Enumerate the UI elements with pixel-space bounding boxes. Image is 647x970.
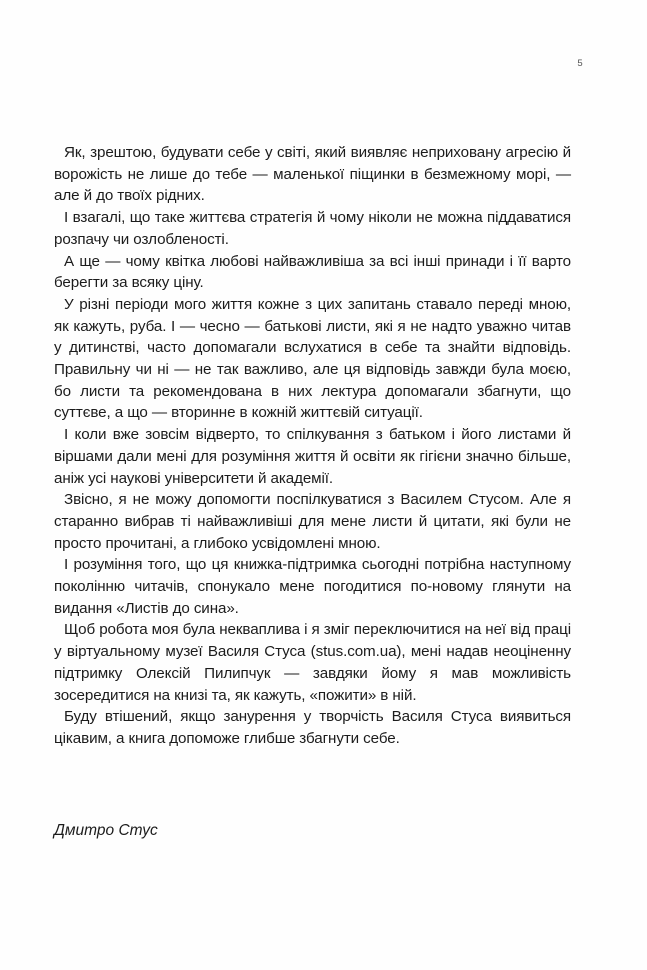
paragraph: У різні періоди мого життя кожне з цих запитань ставало переді мною, як кажуть, руба. І — чесно — батькові листи, які я не надто уважно читав у дитинстві, часто допомагали вслухатися в себе та знайти відповідь. Правильну чи ні — не так важливо, але ця відповідь завжди була моєю, бо листи та рекомендована в них лектура допомагали збагнути, що суттєве, а що — вторинне в кожній життєвій ситуації. xyxy=(54,295,571,422)
paragraph: Звісно, я не можу допомогти поспілкуватися з Василем Стусом. Але я старанно вибрав ті найважливіші для мене листи й цитати, які були не просто прочитані, а глибоко усвідомлені мною. xyxy=(54,491,571,552)
paragraph: А ще — чому квітка любові найважливіша за всі інші принади і її варто берегти за всяку ціну. xyxy=(54,252,571,292)
paragraph: Щоб робота моя була некваплива і я зміг переключитися на неї від праці у віртуальному музеї Василя Стуса (stus.com.ua), мені надав неоціненну підтримку Олексій Пилипчук — завдяки йому я мав можливість зосередитися на книзі та, як кажуть, «пожити» в ній. xyxy=(54,621,571,704)
author-signature: Дмитро Стус xyxy=(54,822,158,839)
paragraph: Буду втішений, якщо занурення у творчість Василя Стуса виявиться цікавим, а книга допоможе глибше збагнути себе. xyxy=(54,708,571,747)
paragraph: Як, зрештою, будувати себе у світі, який виявляє неприховану агресію й ворожість не лише до тебе — маленької піщинки в безмежному морі, — але й до твоїх рідних. xyxy=(54,144,571,205)
paragraph: І коли вже зовсім відверто, то спілкування з батьком і його листами й віршами дали мені для розуміння життя й освіти як гігієни значно більше, аніж усі наукові університети й академії. xyxy=(54,426,571,487)
paragraph: І розуміння того, що ця книжка-підтримка сьогодні потрібна наступному поколінню читачів, спонукало мене погодитися по-новому глянути на видання «Листів до сина». xyxy=(54,556,571,617)
body-text xyxy=(54,142,571,750)
page-number: 5 xyxy=(577,58,583,69)
paragraph: І взагалі, що таке життєва стратегія й чому ніколи не можна піддаватися розпачу чи озлобленості. xyxy=(54,209,571,248)
